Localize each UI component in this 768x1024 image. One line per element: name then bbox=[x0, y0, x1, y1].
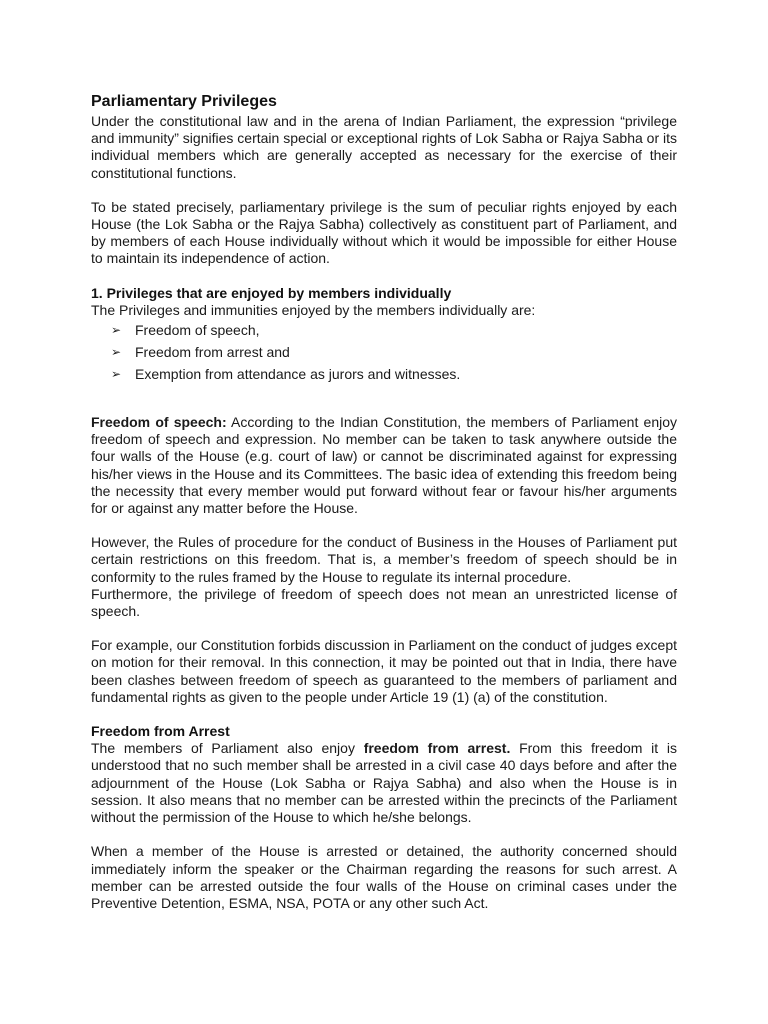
arrest-emphasis: freedom from arrest. bbox=[363, 740, 511, 757]
list-item-text: Freedom from arrest and bbox=[135, 344, 290, 361]
paragraph-gap bbox=[91, 268, 677, 285]
document-title: Parliamentary Privileges bbox=[91, 93, 277, 110]
list-item bbox=[111, 363, 677, 385]
freedom-of-speech-paragraph bbox=[91, 414, 677, 517]
arrow-bullet-icon: ➢ bbox=[111, 367, 122, 382]
list-item-text: Freedom of speech, bbox=[135, 322, 260, 339]
privileges-list bbox=[91, 319, 677, 385]
freedom-from-arrest-paragraph bbox=[91, 740, 677, 826]
arrow-bullet-icon: ➢ bbox=[111, 345, 122, 360]
arrest-procedure-paragraph: When a member of the House is arrested or detained, the authority concerned should immediately inform the speaker or the Chairman regarding the reasons for such arrest. A member can be arrested outside the four walls of the House on criminal cases under the Preventive Detention, ESMA, NSA, POTA or any other such Act. bbox=[91, 843, 677, 911]
privileges-lead-text: The Privileges and immunities enjoyed by the members individually are: bbox=[91, 301, 536, 318]
intro-paragraph-1: Under the constitutional law and in the arena of Indian Parliament, the expression “privilege and immunity” signifies certain special or exceptional rights of Lok Sabha or Rajya Sabha or its individual members which are generally accepted as necessary for the exercise of their constitutional functions. bbox=[91, 113, 677, 181]
freedom-of-speech-label: Freedom of speech: bbox=[91, 414, 227, 431]
speech-license-paragraph: Furthermore, the privilege of freedom of speech does not mean an unrestricted license of speech. bbox=[91, 585, 677, 620]
paragraph-gap bbox=[91, 826, 677, 843]
intro-paragraph-2: To be stated precisely, parliamentary privilege is the sum of peculiar rights enjoyed by each House (the Lok Sabha or the Rajya Sabha) collectively as constituent part of Parliament, and by members of each House individually without which it would be impossible for either House to maintain its independence of action. bbox=[91, 198, 677, 267]
section-gap bbox=[91, 385, 677, 414]
list-item-text: Exemption from attendance as jurors and witnesses. bbox=[135, 366, 461, 383]
list-item bbox=[111, 319, 677, 341]
arrow-bullet-icon: ➢ bbox=[111, 323, 122, 338]
paragraph-gap bbox=[91, 182, 677, 199]
paragraph-gap bbox=[91, 517, 677, 534]
arrest-text-start: The members of Parliament also enjoy bbox=[91, 740, 364, 757]
paragraph-gap bbox=[91, 620, 677, 637]
paragraph-gap bbox=[91, 706, 677, 723]
freedom-of-speech-text: According to the Indian Constitution, the members of Parliament enjoy freedom of speech and expression. No member can be taken to task anywhere outside the four walls of the House (e.g. court of law) or cannot be discriminated against for expressing his/her views in the House and its Committees. The basic idea of extending this freedom being the necessity that every member would put forward without fear or favour his/her arguments for or against any matter before the House. bbox=[91, 414, 677, 517]
list-item bbox=[111, 341, 677, 363]
section-heading-individual-privileges: 1. Privileges that are enjoyed by members individually bbox=[91, 284, 452, 301]
speech-example-paragraph: For example, our Constitution forbids discussion in Parliament on the conduct of judges except on motion for their removal. In this connection, it may be pointed out that in India, there have been clashes between freedom of speech as guaranteed to the members of parliament and fundamental rights as given to the people under Article 19 (1) (a) of the constitution. bbox=[91, 637, 677, 705]
speech-restrictions-paragraph: However, the Rules of procedure for the conduct of Business in the Houses of Parliament put certain restrictions on this freedom. That is, a member’s freedom of speech should be in conformity to the rules framed by the House to regulate its internal procedure. bbox=[91, 534, 677, 585]
arrest-text-rest: From this freedom it is understood that no such member shall be arrested in a civil case 40 days before and after the adjournment of the House (Lok Sabha or Rajya Sabha) and also when the House is in session. It also means that no member can be arrested within the precincts of the Parliament without the permission of the House to which he/she belongs. bbox=[91, 740, 677, 826]
freedom-from-arrest-heading: Freedom from Arrest bbox=[91, 723, 230, 740]
